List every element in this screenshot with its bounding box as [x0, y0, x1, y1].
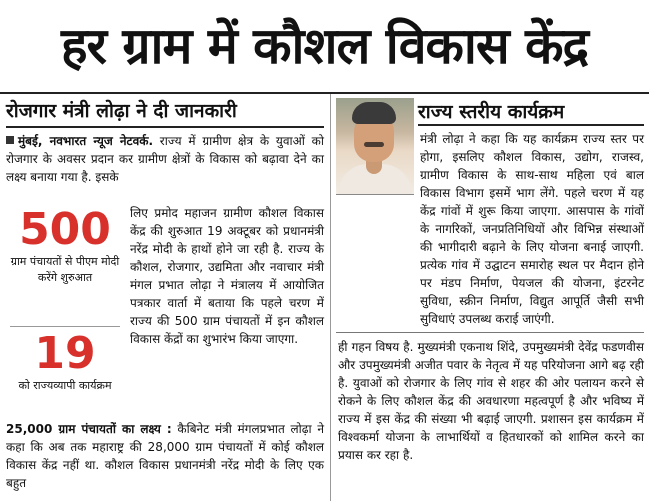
stat-caption: को राज्यव्यापी कार्यक्रम	[18, 379, 112, 392]
photo-rule	[336, 194, 414, 195]
stat-500	[6, 206, 124, 286]
right-top-paragraph: मंत्री लोढ़ा ने कहा कि यह कार्यक्रम राज्य स्तर पर होगा, इसलिए कौशल विकास, उद्योग, राजस्व, ग्रामीण विकास के साथ-साथ महिला एवं बाल विकास विभाग इसमें भाग लेंगे. पहले चरण में यह केंद्र गांवों में शुरू किया जाएगा. आसपास के गांवों के नागरिकों, जनप्रतिनिधियों और विभिन्न संस्थाओं की भागीदारी बढ़ाने के लिए योजना बनाई जाएगी. प्रत्येक गांव में उद्घाटन समारोह स्थल पर मैदान होने पर मंडप निर्माण, पेयजल की योजना, इंटरनेट सुविधा, स्क्रीन निर्माण, विद्युत आपूर्ति जैसी सभी सुविधाएं उपलब्ध कराई जाएंगी.	[420, 132, 644, 326]
column-divider	[330, 94, 331, 501]
left-lower-paragraph	[6, 420, 324, 492]
stat-19	[6, 330, 124, 394]
left-lower-text: कैबिनेट मंत्री मंगलप्रभात लोढ़ा ने कहा कि अब तक महाराष्ट्र की 28,000 ग्राम पंचायतों में कोई कौशल विकास केंद्र नहीं था. कौशल विकास प्रधानमंत्री नरेंद्र मोदी के लिए एक बहुत	[6, 422, 324, 490]
stat-caption: ग्राम पंचायतों से पीएम मोदी करेंगे शुरुआत	[10, 255, 120, 284]
headline: हर ग्राम में कौशल विकास केंद्र	[60, 17, 589, 75]
right-section-rule	[336, 332, 644, 333]
stat-number: 19	[34, 328, 96, 379]
minister-photo	[336, 98, 414, 194]
section-lead: 25,000 ग्राम पंचायतों का लक्ष्य :	[6, 422, 172, 436]
stat-number: 500	[19, 204, 111, 255]
intro-text: राज्य में ग्रामीण क्षेत्र के युवाओं को रोजगार के अवसर प्रदान कर ग्रामीण क्षेत्रों के विकास को बढ़ावा देने का लक्ष्य बनाया गया है. इसके	[6, 134, 324, 184]
stat-divider	[10, 326, 120, 327]
right-bottom-paragraph: ही गहन विषय है. मुख्यमंत्री एकनाथ शिंदे, उपमुख्यमंत्री देवेंद्र फडणवीस और उपमुख्यमंत्री अजीत पवार के नेतृत्व में यह परियोजना आगे बढ़ रही है. युवाओं को रोजगार के लिए गांव से शहर की ओर पलायन करने से रोकने के लिए कौशल केंद्र की अवधारणा महत्वपूर्ण है और भविष्य में राज्य में इस केंद्र की संख्या भी बढ़ाई जाएगी. प्रशासन इस कार्यक्रम में विश्वकर्मा योजना के लाभार्थियों व हितधारकों को शामिल करने का प्रयास कर रहा है.	[338, 340, 644, 462]
intro-paragraph	[6, 132, 324, 186]
bullet-icon	[6, 136, 14, 144]
left-subhead-rule	[6, 126, 324, 128]
left-body: लिए प्रमोद महाजन ग्रामीण कौशल विकास केंद्र की शुरुआत 19 अक्टूबर को प्रधानमंत्री नरेंद्र मोदी के हाथों होने जा रही है. राज्य के कौशल, रोजगार, उद्यमिता और नवाचार मंत्री मंगल प्रभात लोढ़ा ने मंत्रालय में आयोजित पत्रकार वार्ता में बताया कि पहले चरण में राज्य की 500 ग्राम पंचायतों में इन कौशल विकास केंद्रों का शुभारंभ किया जाएगा.	[130, 206, 324, 346]
right-subhead-rule	[418, 124, 644, 126]
dateline: मुंबई, नवभारत न्यूज नेटवर्क.	[18, 134, 154, 148]
left-subhead: रोजगार मंत्री लोढ़ा ने दी जानकारी	[6, 100, 237, 122]
headline-rule	[0, 92, 649, 94]
right-subhead: राज्य स्तरीय कार्यक्रम	[418, 101, 565, 123]
